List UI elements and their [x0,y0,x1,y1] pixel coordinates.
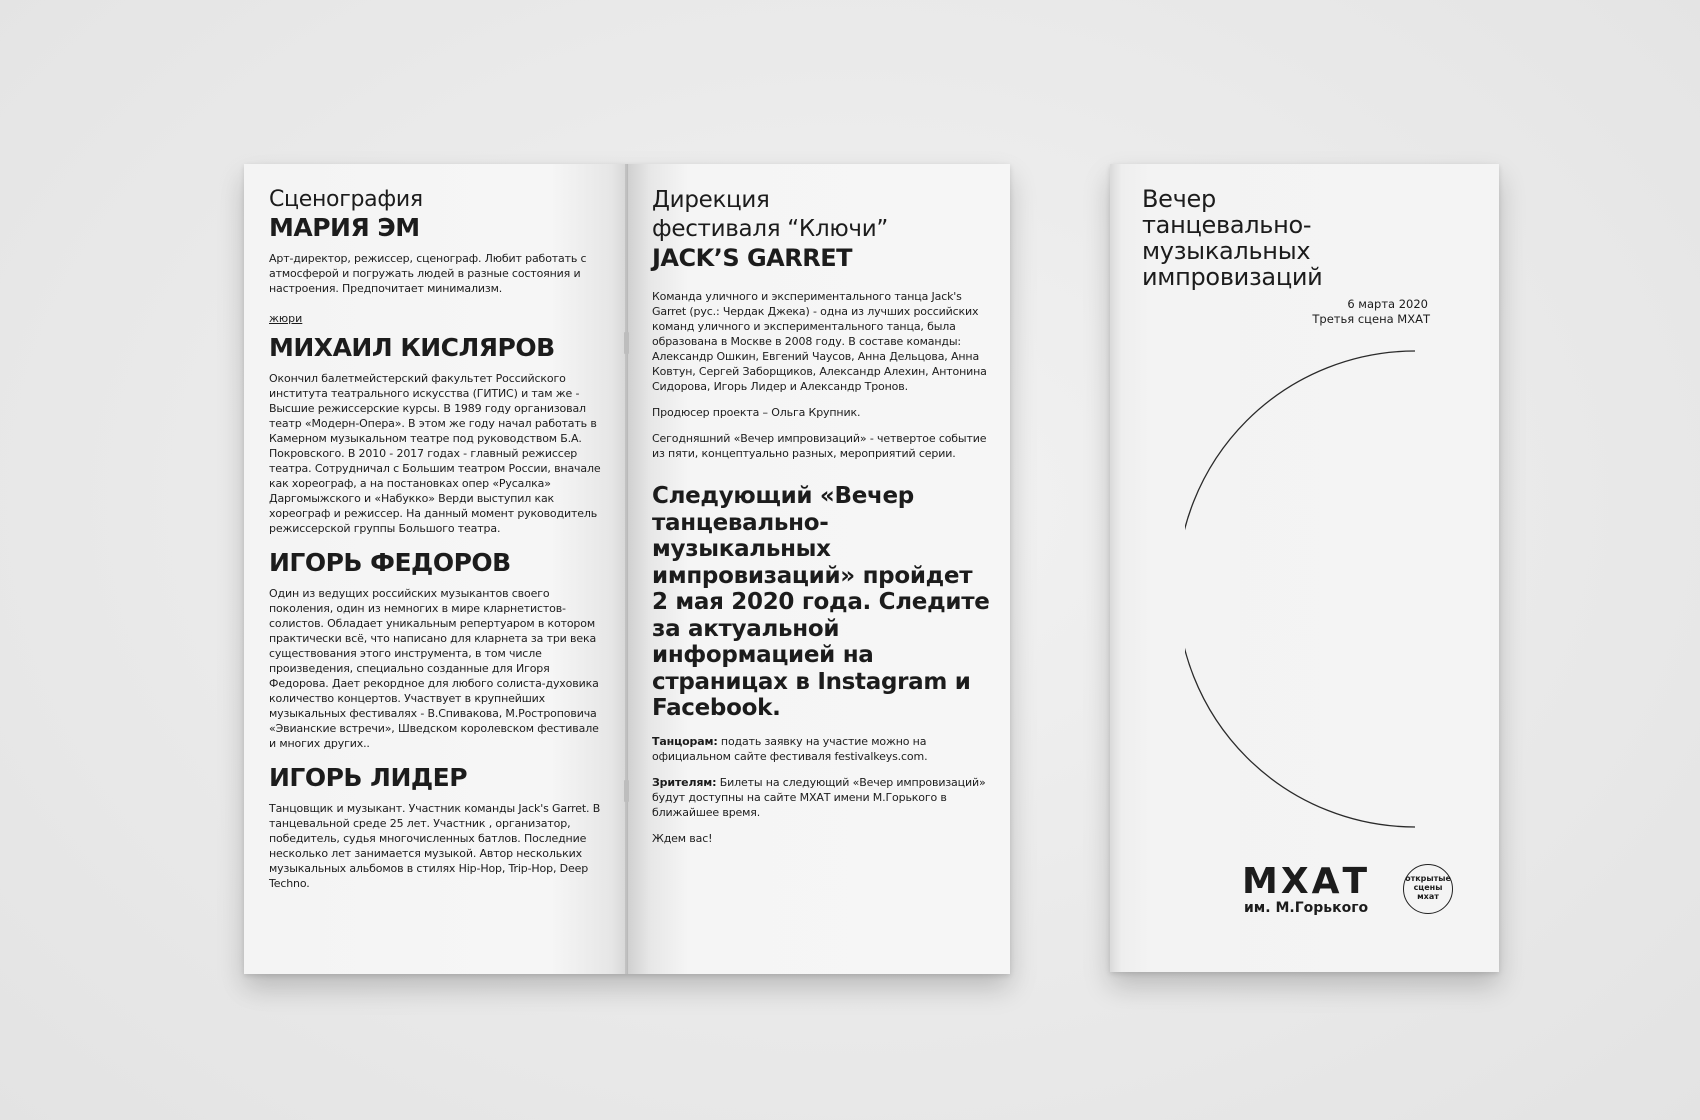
cover-venue: Третья сцена МХАТ [1312,312,1430,326]
right-page [627,164,1010,974]
jury-bio-fedorov: Один из ведущих российских музыкантов своего поколения, один из немногих в мире кларнетистов-солистов. Обладает уникальным репертуаром в котором практически всё, что написано для кларнета за три века существования этого инструмента, в том числе произведения, специально созданные для Игоря Федорова. Дает рекордное для любого солиста-духовика количество концертов. Участвует в крупнейших музыкальных фестивалях - В.Спивакова, М.Ростроповича «Эвианские встречи», Шведском королевском фестивале и многих других.. [269,587,599,750]
closing-text: Ждем вас! [652,831,713,845]
cover-title-line: танцевально- [1142,211,1312,239]
booklet-cover [1110,164,1499,972]
staple-bottom [624,780,629,802]
scenography-label: Сценография [269,187,423,212]
dancers-label: Танцорам: [652,734,718,748]
viewers-text: Билеты на следующий «Вечер импровизаций» будут доступны на сайте МХАТ имени М.Горького в ближайшее время. [652,775,986,819]
dancers-note [652,734,990,764]
scenography-name: МАРИЯ ЭМ [269,213,420,242]
seal-line: мхат [1417,892,1439,901]
seal-line: сцены [1413,883,1443,892]
cover-title [1142,186,1469,290]
scenography-bio: Арт-директор, режиссер, сценограф. Любит работать с атмосферой и погружать людей в разные состояния и настроения. Предпочитает минимализм. [269,252,587,295]
seal-line: открытые [1405,874,1451,883]
booklet-fold [625,164,628,974]
producer-text: Продюсер проекта – Ольга Крупник. [652,406,861,419]
cover-title-line: Вечер [1142,185,1216,213]
cover-title-line: музыкальных [1142,237,1311,265]
team-text: Команда уличного и экспериментального танца Jack's Garret (рус.: Чердак Джека) - одна из лучших российских команд уличного и экспериментального танца, была образована в Москве в 2008 году. В составе команды: Александр Ошкин, Евгений Чаусов, Анна Дельцова, Анна Ковтун, Сергей Заборщиков, Александр Алехин, Антонина Сидорова, Игорь Лидер и Александр Тронов. [652,290,987,393]
open-stages-seal-logo [1403,864,1453,914]
cover-title-line: импровизаций [1142,263,1323,291]
cover-date: 6 марта 2020 [1347,297,1428,311]
viewers-note [652,775,990,820]
event-text: Сегодняшний «Вечер импровизаций» - четвертое событие из пяти, концептуально разных, мероприятий серии. [652,432,987,460]
next-event-headline: Следующий «Вечер танцевально-музыкальных импровизаций» пройдет 2 мая 2020 года. Следите за актуальной информацией на страницах в Instagram и Facebook. [652,483,990,721]
direction-label-line1: Дирекция [652,187,770,213]
mhat-logo [1242,861,1370,916]
semicircle-arc-graphic [1185,349,1425,829]
viewers-label: Зрителям: [652,775,717,789]
mhat-logo-subtitle: им. М.Горького [1244,900,1369,916]
jury-name-fedorov: ИГОРЬ ФЕДОРОВ [269,548,511,577]
direction-name: JACK’S GARRET [652,244,852,272]
jury-name-lider: ИГОРЬ ЛИДЕР [269,763,468,792]
direction-label-line2: фестиваля “Ключи” [652,216,888,242]
left-page [244,164,627,974]
mhat-logo-mark: МХАТ [1242,861,1370,902]
dancers-text: подать заявку на участие можно на официальном сайте фестиваля festivalkeys.com. [652,734,928,763]
staple-top [624,332,629,354]
jury-label: жюри [269,312,303,325]
open-booklet [244,164,1010,974]
jury-name-kislyarov: МИХАИЛ КИСЛЯРОВ [269,333,555,362]
jury-bio-lider: Танцовщик и музыкант. Участник команды Jack's Garret. В танцевальной среде 25 лет. Участник , организатор, победитель, судья многочисленных батлов. Последние несколько лет занимается музыкой. Автор нескольких музыкальных альбомов в стилях Hip-Hop, Trip-Hop, Deep Techno. [269,802,601,890]
jury-bio-kislyarov: Окончил балетмейстерский факультет Российского института театрального искусства (ГИТИС) и там же - Высшие режиссерские курсы. В 1989 году организовал театр «Модерн-Опера». В этом же году начал работать в Камерном музыкальном театре под руководством Б.А. Покровского. В 2010 - 2017 годах - главный режиссер театра. Сотрудничал с Большим театром России, вначале как хореограф, а на постановках опер «Русалка» Даргомыжского и «Набукко» Верди выступил как хореограф и режиссер. На данный момент руководитель режиссерской группы Большого театра. [269,372,601,535]
